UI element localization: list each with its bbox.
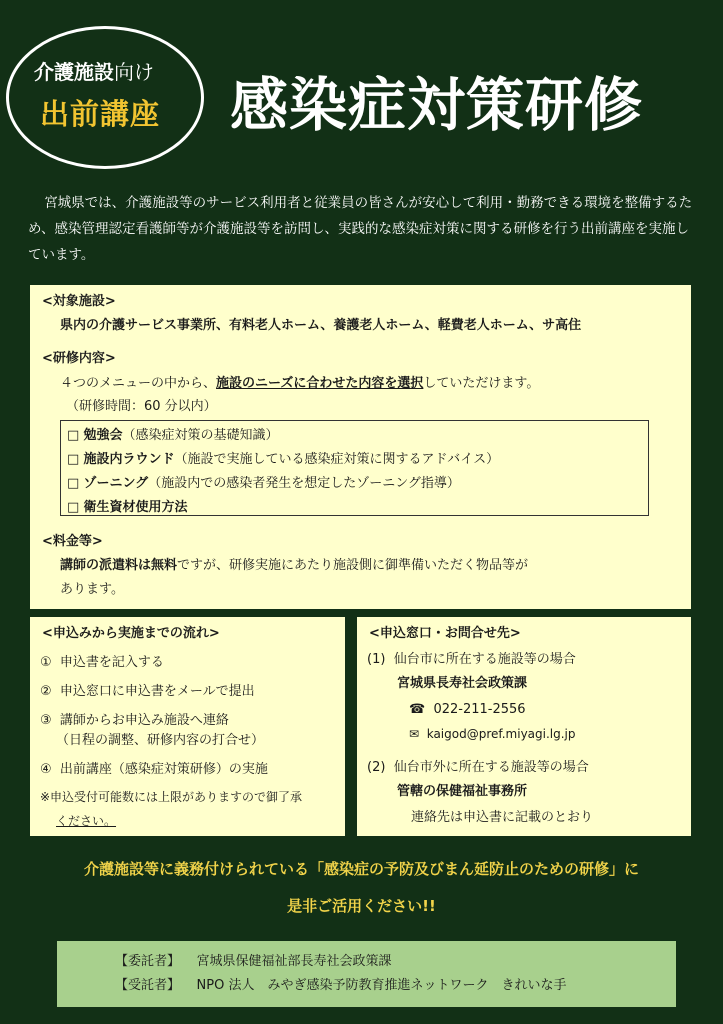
callout-line1: 介護施設等に義務付けられている「感染症の予防及びまん延防止のための研修」に (83, 860, 639, 878)
contact-label: (1) (367, 652, 386, 667)
menu-item-title: 衛生資材使用方法 (83, 500, 188, 515)
footer-text: NPO 法人 みやぎ感染予防教育推進ネットワーク きれいな手 (196, 978, 567, 993)
badge-line1 (34, 56, 154, 85)
step-number: ② (40, 684, 52, 699)
fee-text-rest: ですが、研修実施にあたり施設側に御準備いただく物品等が (177, 558, 529, 573)
step-number: ④ (40, 762, 52, 777)
contact-heading: <申込窓口・お問合せ先> (369, 626, 521, 641)
menu-item-title: 施設内ラウンド (83, 452, 175, 467)
contact-item-1 (367, 651, 576, 669)
step-text: 出前講座（感染症対策研修）の実施 (59, 762, 268, 777)
footer-row-1 (115, 953, 392, 971)
footer-text: 宮城県保健福祉部長寿社会政策課 (196, 954, 392, 969)
email-address[interactable]: kaigod@pref.miyagi.lg.jp (426, 727, 576, 741)
contact-note: 連絡先は申込書に記載のとおり (411, 810, 594, 825)
content-line (60, 375, 539, 393)
step-number: ③ (40, 713, 52, 728)
contact-email (409, 725, 576, 743)
menu-item (67, 496, 187, 515)
footer-label: 【受託者】 (115, 978, 181, 993)
fee-text-bold: 講師の派遣料は無料 (60, 558, 178, 573)
menu-item-desc: （感染症対策の基礎知識） (122, 428, 279, 443)
menu-item (67, 472, 460, 491)
flow-step (40, 683, 255, 701)
target-heading: <対象施設> (42, 294, 116, 309)
info-box (30, 285, 691, 609)
menu-item (67, 424, 278, 443)
fee-heading: <料金等> (42, 534, 103, 549)
flow-step (40, 712, 229, 730)
menu-item-title: ゾーニング (83, 476, 149, 491)
menu-item-title: 勉強会 (83, 428, 123, 443)
mail-icon: ✉ (409, 727, 420, 741)
fee-text-line2: あります。 (60, 582, 124, 597)
contact-org-2: 管轄の保健福祉事務所 (397, 784, 528, 799)
badge-line1-bold: 介護施設 (34, 60, 114, 84)
badge-line1-thin: 向け (114, 60, 154, 84)
content-line-pre: ４つのメニューの中から、 (60, 376, 217, 391)
contact-text: 仙台市外に所在する施設等の場合 (393, 760, 589, 775)
phone-icon: ☎ (409, 702, 426, 717)
flow-heading: <申込みから実施までの流れ> (42, 626, 220, 641)
menu-list (60, 420, 649, 516)
menu-item-desc: （施設内での感染者発生を想定したゾーニング指導） (148, 476, 460, 491)
contact-box (357, 617, 691, 836)
step-number: ① (40, 655, 52, 670)
footer-label: 【委託者】 (115, 954, 181, 969)
menu-item (67, 448, 499, 467)
checkbox-icon: □ (67, 428, 80, 443)
content-line-emphasis: 施設のニーズに合わせた内容を選択 (216, 376, 424, 391)
content-heading: <研修内容> (42, 351, 116, 366)
footer-box (57, 941, 676, 1007)
flow-step (40, 761, 268, 779)
contact-phone (409, 701, 526, 719)
contact-item-2 (367, 759, 589, 777)
flow-box (30, 617, 345, 836)
contact-label: (2) (367, 760, 386, 775)
callout-line2: 是非ご活用ください!! (287, 897, 436, 915)
menu-item-desc: （施設で実施している感染症対策に関するアドバイス） (174, 452, 500, 467)
content-line-post: していただけます。 (423, 376, 540, 391)
fee-text (60, 557, 528, 575)
flow-step (40, 654, 164, 672)
step-text: 講師からお申込み施設へ連絡 (59, 713, 229, 728)
flow-note-line2: ください。 (56, 814, 117, 828)
flow-step-sub: （日程の調整、研修内容の打合せ） (56, 733, 265, 748)
checkbox-icon: □ (67, 452, 80, 467)
footer-row-2 (115, 977, 566, 995)
badge-line2: 出前講座 (40, 97, 161, 131)
phone-number[interactable]: 022-211-2556 (433, 702, 526, 717)
target-text: 県内の介護サービス事業所、有料老人ホーム、養護老人ホーム、軽費老人ホーム、サ高住 (60, 318, 582, 333)
intro-paragraph: 宮城県では、介護施設等のサービス利用者と従業員の皆さんが安心して利用・勤務できる環境を整備するため、感染管理認定看護師等が介護施設等を訪問し、実践的な感染症対策に関する研修を行う出前講座を実施しています。 (28, 195, 693, 263)
content-time: （研修時間：60 分以内） (66, 399, 217, 414)
page-title: 感染症対策研修 (230, 71, 644, 139)
contact-org-1: 宮城県長寿社会政策課 (397, 676, 528, 691)
checkbox-icon: □ (67, 500, 80, 515)
contact-text: 仙台市に所在する施設等の場合 (393, 652, 576, 667)
flow-note: ※申込受付可能数には上限がありますので御了承 (40, 790, 303, 804)
checkbox-icon: □ (67, 476, 80, 491)
step-text: 申込窓口に申込書をメールで提出 (59, 684, 255, 699)
step-text: 申込書を記入する (59, 655, 164, 670)
